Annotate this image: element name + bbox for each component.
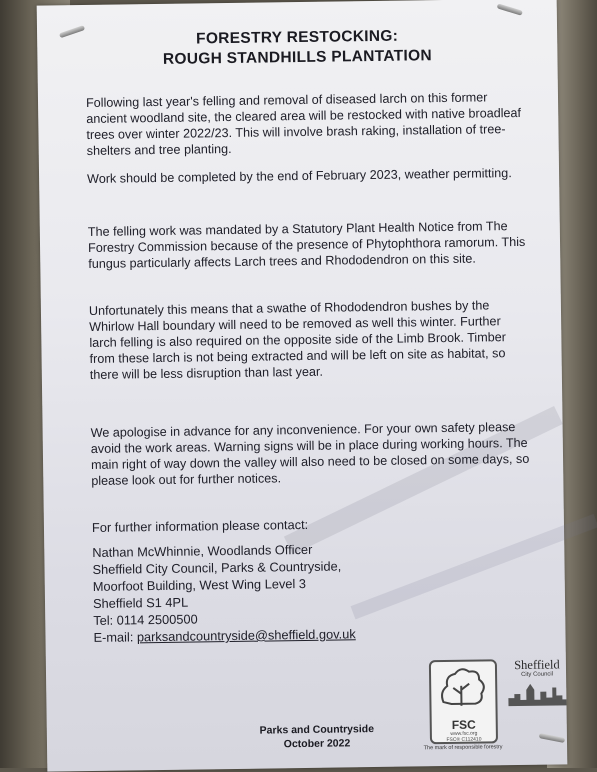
contact-name: Nathan McWhinnie, Woodlands Officer [92, 541, 313, 560]
contact-email-line [93, 625, 355, 646]
contact-email-link[interactable]: parksandcountryside@sheffield.gov.uk [136, 626, 356, 645]
fsc-url: www.fsc.org [450, 730, 478, 737]
fsc-logo [429, 659, 498, 744]
fsc-caption: The mark of responsible forestry [423, 744, 503, 752]
sheffield-council-logo [506, 658, 569, 719]
paragraph-apology: We apologise in advance for any inconvenience. For your own safety please avoid the work areas. Warning signs will be in place during working hours. The main right of way down the valley will also need to be closed on some days, so please look out for further notices. [90, 420, 530, 488]
paragraph-felling-reason: The felling work was mandated by a Statutory Plant Health Notice from The Forestry Commission because of the presence of Phytophthora ramorum. This fungus particularly affects Larch trees and Rhododendron on this site. [87, 219, 526, 271]
contact-city: Sheffield S1 4PL [92, 594, 189, 611]
notice-title-line1: FORESTRY RESTOCKING: [195, 27, 399, 48]
footer-date: October 2022 [283, 737, 351, 751]
council-name: Sheffield [514, 657, 560, 673]
notice-title-line2: ROUGH STANDHILLS PLANTATION [162, 47, 433, 68]
paragraph-restocking: Following last year's felling and removal of diseased larch on this former ancient woodland site, the cleared area will be restocked with native broadleaf trees over winter 2022/23. This will involve brash raking, installation of tree-shelters and tree planting. [85, 90, 522, 158]
council-sub: City Council [521, 671, 554, 678]
contact-organisation: Sheffield City Council, Parks & Countryside, [92, 558, 342, 577]
notice-sheet [37, 0, 568, 772]
paragraph-completion: Work should be completed by the end of February 2023, weather permitting. [87, 166, 512, 186]
fsc-label: FSC [451, 717, 476, 732]
fsc-code: FSC® C112410 [446, 736, 482, 744]
contact-email-label: E-mail: [93, 629, 137, 645]
staple-bottom-right [539, 733, 565, 743]
paragraph-rhododendron: Unfortunately this means that a swathe of Rhododendron bushes by the Whirlow Hall boundary will need to be removed as well this winter. Further larch felling is also required on the opposite side of the Limb Brook. Timber from these larch is not being extracted and will be left on site as habitat, so there will be less disruption than last year. [88, 298, 506, 382]
contact-building: Moorfoot Building, West Wing Level 3 [92, 575, 307, 594]
footer-department: Parks and Countryside [259, 723, 375, 737]
contact-telephone: Tel: 0114 2500500 [93, 611, 198, 628]
contact-intro: For further information please contact: [91, 516, 309, 535]
staple-top-right [497, 3, 523, 15]
fsc-tree-icon [431, 661, 496, 714]
branch-shadow [351, 514, 597, 619]
city-skyline-icon [506, 677, 568, 708]
